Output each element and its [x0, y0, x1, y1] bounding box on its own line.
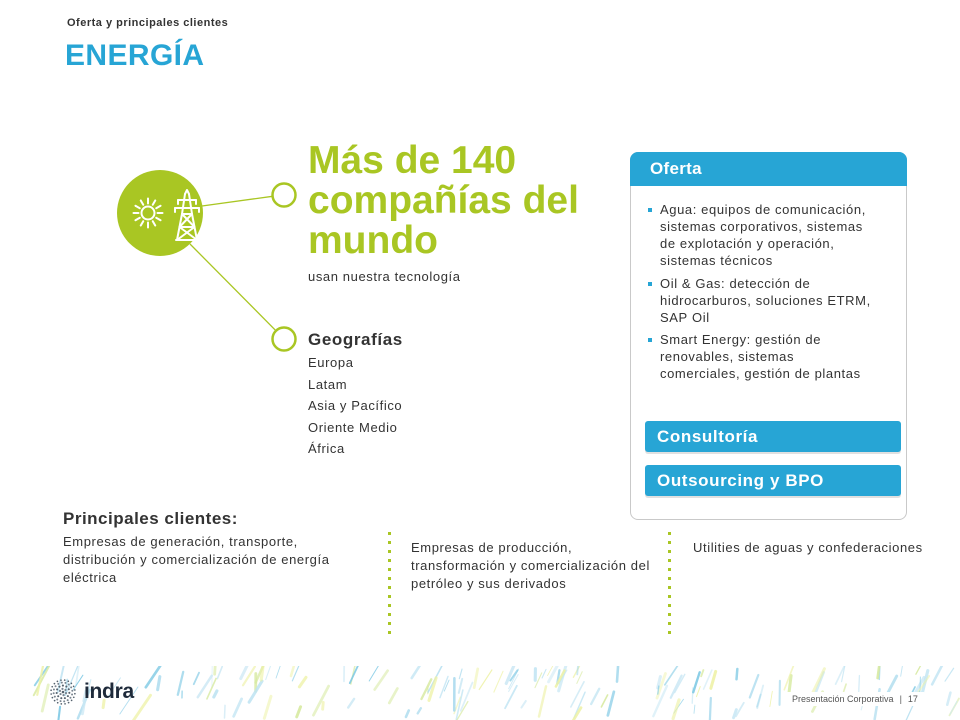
footer-stroke [479, 670, 492, 690]
square-bullet-icon [648, 208, 652, 212]
footer-stroke [474, 669, 477, 688]
tower-brace [180, 214, 193, 227]
footer-meta [786, 692, 924, 706]
geography-item: Oriente Medio [308, 419, 398, 435]
footer-stroke [711, 671, 716, 688]
tab-outsourcing-bpo[interactable]: Outsourcing y BPO [645, 465, 901, 496]
logo-dot [60, 703, 62, 705]
logo-dot [57, 681, 59, 683]
connector-line-geographies [190, 244, 276, 331]
logo-dot [71, 693, 73, 695]
logo-dot [61, 682, 63, 684]
logo-dot [60, 700, 62, 702]
footer-stroke [440, 676, 448, 697]
footer-stroke [770, 691, 772, 706]
logo-dot [57, 683, 59, 685]
footer-stroke [266, 666, 274, 680]
headline-line: mundo [308, 219, 438, 262]
footer-stroke [608, 692, 614, 716]
headline-line: compañías del [308, 179, 579, 222]
tab-consultoria[interactable]: Consultoría [645, 421, 901, 452]
sun-rays [134, 199, 163, 228]
offer-bullet-list [648, 201, 888, 388]
offer-bullet [648, 331, 888, 382]
footer-stroke [214, 691, 217, 697]
tab-oferta[interactable]: Oferta [630, 152, 907, 186]
logo-dot [56, 688, 58, 690]
node-circle-geographies [273, 328, 296, 351]
footer-stroke [505, 686, 517, 708]
footer-stroke [577, 666, 579, 674]
headline [308, 141, 579, 261]
logo-dot [71, 690, 73, 692]
logo-dot [68, 692, 70, 694]
logo-dot [59, 690, 61, 692]
sun-core [142, 207, 155, 220]
hub-circle [117, 170, 203, 256]
footer-stroke [261, 666, 263, 680]
client-segment: Utilities de aguas y confederaciones [693, 540, 923, 555]
logo-dot [60, 697, 62, 699]
offer-bullet [648, 201, 888, 269]
page-number: 17 [907, 694, 918, 704]
logo-dot [71, 700, 73, 702]
footer-stroke [369, 666, 380, 681]
footer-stroke [348, 699, 354, 708]
logo-dot [67, 699, 69, 701]
footer-stroke [418, 708, 421, 713]
logo-dot [68, 702, 70, 704]
geography-item: Asia y Pacífico [308, 398, 403, 413]
logo-dot [53, 689, 55, 691]
page-title: ENERGÍA [65, 39, 205, 72]
footer-stroke [844, 684, 846, 691]
logo-dot [63, 700, 65, 702]
geography-item: Europa [308, 355, 354, 370]
footer-stroke [737, 669, 738, 679]
headline-subtitle: usan nuestra tecnología [308, 269, 461, 284]
footer-stroke [591, 689, 599, 704]
footer-stroke [701, 670, 703, 676]
logo-wordmark: indra [84, 680, 134, 703]
footer-stroke [133, 695, 151, 720]
logo-dot [51, 686, 53, 688]
tower-brace [180, 227, 198, 240]
sun-ray [153, 221, 156, 225]
logo-dot [71, 683, 73, 685]
offer-bullet-text: Smart Energy: gestión de renovables, sistemas comerciales, gestión de plantas [660, 332, 861, 381]
logo-dot [54, 696, 56, 698]
geography-item: África [308, 441, 345, 456]
footer-stroke [313, 686, 328, 715]
footer-stroke [224, 705, 225, 718]
footer-stroke [694, 705, 695, 713]
section-kicker: Oferta y principales clientes [67, 17, 229, 29]
dotted-divider [668, 532, 671, 636]
logo-dot [73, 696, 75, 698]
sun-ray [135, 206, 139, 209]
footer-stroke [461, 682, 473, 710]
logo-dot [64, 689, 66, 691]
footer-stroke [950, 701, 957, 714]
logo-dot [55, 685, 57, 687]
footer-stroke [658, 686, 659, 694]
square-bullet-icon [648, 282, 652, 286]
logo-dot [50, 693, 52, 695]
footer-stroke [812, 669, 824, 694]
clients-title: Principales clientes: [63, 509, 238, 528]
logo-dot [58, 686, 60, 688]
logo-dot [57, 695, 59, 697]
logo-dot [53, 692, 55, 694]
tower-peak [185, 190, 189, 194]
footer-stroke [194, 673, 199, 684]
sun-ray [135, 218, 139, 221]
logo-dot [56, 698, 58, 700]
sun-icon [134, 199, 163, 228]
offer-bullet [648, 275, 888, 326]
sun-ray [156, 218, 160, 221]
logo-dot [68, 684, 70, 686]
footer-stroke [412, 666, 422, 678]
logo-dot [67, 680, 69, 682]
sun-ray [141, 221, 144, 225]
footer-separator: | [899, 694, 902, 704]
footer-stroke [234, 699, 242, 716]
logo-dot [65, 686, 67, 688]
footer-stroke [42, 685, 48, 711]
footer-stroke [901, 666, 906, 676]
document-label: Presentación Corporativa [792, 694, 894, 704]
client-segment: Empresas de generación, transporte, distribución y comercialización de energía eléctrica [63, 534, 330, 585]
footer-stroke [542, 669, 546, 678]
footer-stroke [750, 675, 759, 697]
logo-dot [50, 689, 52, 691]
footer-stroke [617, 666, 618, 682]
logo-dot [64, 682, 66, 684]
dotted-divider [388, 532, 391, 636]
logo-dot [62, 694, 64, 696]
logo-dot [54, 683, 56, 685]
logo-dot [56, 692, 58, 694]
footer-stroke [571, 682, 584, 707]
footer-stroke [299, 677, 306, 686]
logo-dot [74, 693, 76, 695]
footer-stroke [323, 703, 324, 710]
client-segment: Empresas de producción, transformación y comercialización del petróleo y sus derivados [411, 540, 650, 591]
footer-stroke [696, 687, 700, 697]
logo-dot [70, 686, 72, 688]
footer-stroke [350, 666, 363, 683]
logo-dot [62, 685, 64, 687]
logo-dot [62, 691, 65, 694]
logo-dot [52, 697, 54, 699]
footer-stroke [264, 696, 271, 718]
logo-dot [54, 700, 56, 702]
tower-brace [182, 214, 195, 227]
logo-dot [64, 703, 66, 705]
footer-stroke [389, 688, 397, 702]
footer-stroke [947, 693, 950, 705]
footer-stroke [276, 666, 283, 678]
sun-ray [141, 200, 144, 204]
footer-stroke [521, 701, 525, 708]
footer-stroke [494, 671, 503, 692]
footer-stroke [671, 676, 682, 698]
logo-dot [60, 679, 62, 681]
square-bullet-icon [648, 338, 652, 342]
tower-leg-left [177, 194, 185, 240]
footer-stroke [673, 700, 679, 719]
tower-brace [177, 227, 195, 240]
offer-bullet-text: Oil & Gas: detección de hidrocarburos, soluciones ETRM, SAP Oil [660, 275, 871, 325]
logo-dot [68, 688, 70, 690]
logo-dot [65, 692, 67, 694]
offer-bullet-text: Agua: equipos de comunicación, sistemas corporativos, sistemas de explotación y operación, sistemas técnicos [660, 202, 866, 268]
logo-dot [57, 702, 59, 704]
footer-stroke [158, 677, 160, 690]
logo-dot [61, 688, 63, 690]
footer-stroke [297, 707, 301, 717]
footer-stroke [539, 686, 546, 716]
logo-dot [59, 693, 61, 695]
footer-stroke [459, 679, 462, 693]
logo-dot [73, 686, 75, 688]
footer-stroke [217, 667, 222, 679]
footer-stroke [945, 668, 954, 681]
connector-line-headline [202, 196, 273, 206]
headline-line: Más de 140 [308, 139, 517, 182]
transmission-tower-icon [175, 190, 199, 240]
footer-stroke [215, 666, 216, 674]
logo-dot [64, 679, 66, 681]
footer-stroke [375, 671, 388, 690]
geographies-title: Geografías [308, 330, 403, 349]
tower-leg-right [189, 194, 197, 240]
indra-logo-icon [50, 679, 76, 705]
sun-ray [156, 206, 160, 209]
footer-stroke [459, 669, 462, 679]
geography-item: Latam [308, 376, 348, 392]
logo-dot [67, 695, 69, 697]
node-circle-headline [273, 184, 296, 207]
footer-stroke [601, 695, 607, 707]
logo-dot [74, 689, 76, 691]
logo-dot [69, 697, 71, 699]
footer-stroke [932, 666, 945, 684]
geographies-list [308, 352, 402, 460]
footer-stroke [406, 710, 409, 716]
footer-stroke [710, 698, 711, 720]
footer-stroke [58, 707, 60, 720]
logo-dot [64, 697, 66, 699]
sun-ray [153, 200, 156, 204]
